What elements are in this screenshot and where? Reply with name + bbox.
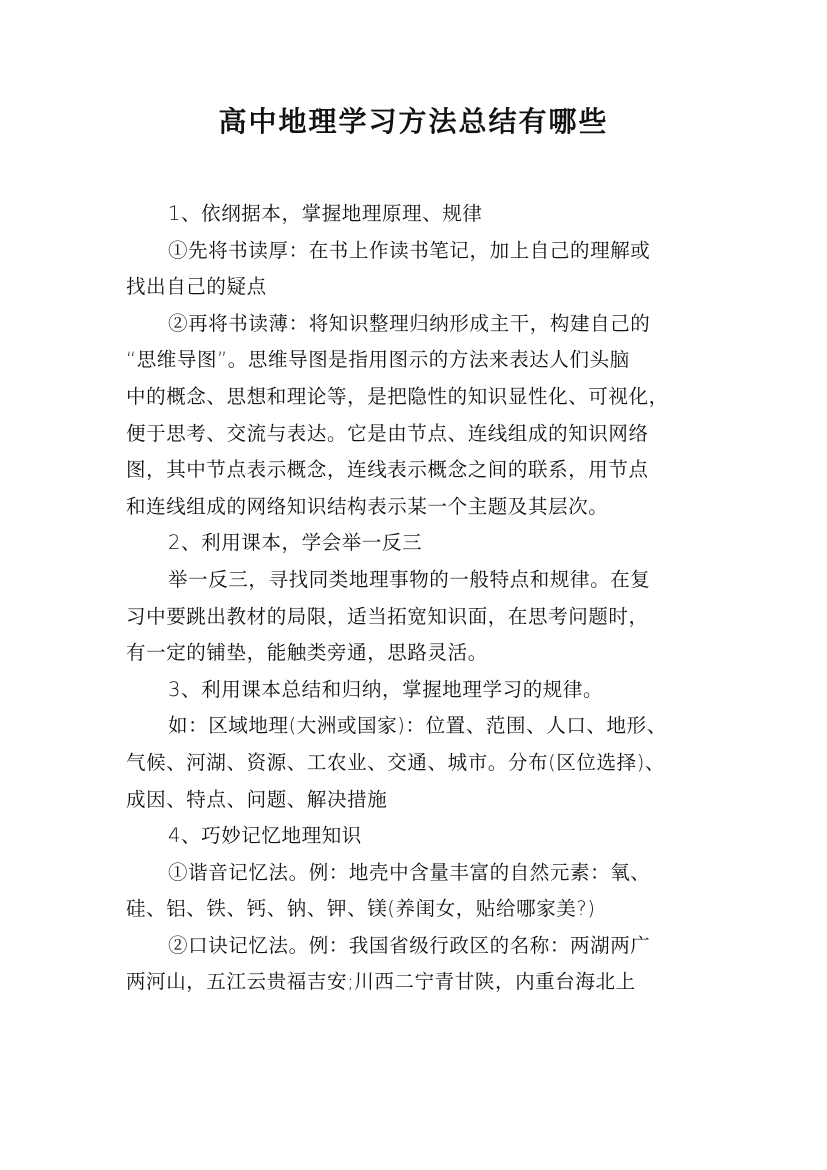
text-line: 1、依纲据本，掌握地理原理、规律 [168,202,483,225]
text-line: 中的概念、思想和理论等，是把隐性的知识显性化、可视化， [126,384,669,408]
text-line: 图，其中节点表示概念，连线表示概念之间的联系，用节点 [126,458,649,482]
text-line: ①谐音记忆法。例：地壳中含量丰富的自然元素：氧、 [168,860,651,884]
text-line: 3、利用课本总结和归纳，掌握地理学习的规律。 [168,677,604,701]
text-line: 便于思考、交流与表达。它是由节点、连线组成的知识网络 [126,421,649,445]
text-line: 2、利用课本，学会举一反三 [168,531,423,555]
text-line: 习中要跳出教材的局限，适当拓宽知识面，在思考问题时， [126,604,649,628]
text-line: 有一定的铺垫，能触类旁通，思路灵活。 [126,641,488,665]
text-line: 如：区域地理(大洲或国家)：位置、范围、人口、地形、 [168,714,667,738]
text-line: ②口诀记忆法。例：我国省级行政区的名称：两湖两广 [168,933,651,957]
text-line: 两河山，五江云贵福吉安;川西二宁青甘陕，内重台海北上 [126,970,636,994]
text-line: 气候、河湖、资源、工农业、交通、城市。分布(区位选择)、 [126,750,666,774]
text-line: ②再将书读薄：将知识整理归纳形成主干，构建自己的 [168,311,651,335]
text-line: 硅、铝、铁、钙、钠、钾、镁(养闺女，贴给哪家美?) [126,897,596,921]
text-line: 举一反三，寻找同类地理事物的一般特点和规律。在复 [168,567,651,591]
document-body [126,196,706,1001]
document-title: 高中地理学习方法总结有哪些 [218,105,609,138]
text-line: ①先将书读厚：在书上作读书笔记，加上自己的理解或 [168,238,651,262]
text-line: 4、巧妙记忆地理知识 [168,824,362,848]
text-line: 找出自己的疑点 [126,275,267,299]
text-line: 和连线组成的网络知识结构表示某一个主题及其层次。 [126,494,609,518]
text-line: 成因、特点、问题、解决措施 [126,787,388,811]
text-line: “思维导图”。思维导图是指用图示的方法来表达人们头脑 [126,348,630,372]
